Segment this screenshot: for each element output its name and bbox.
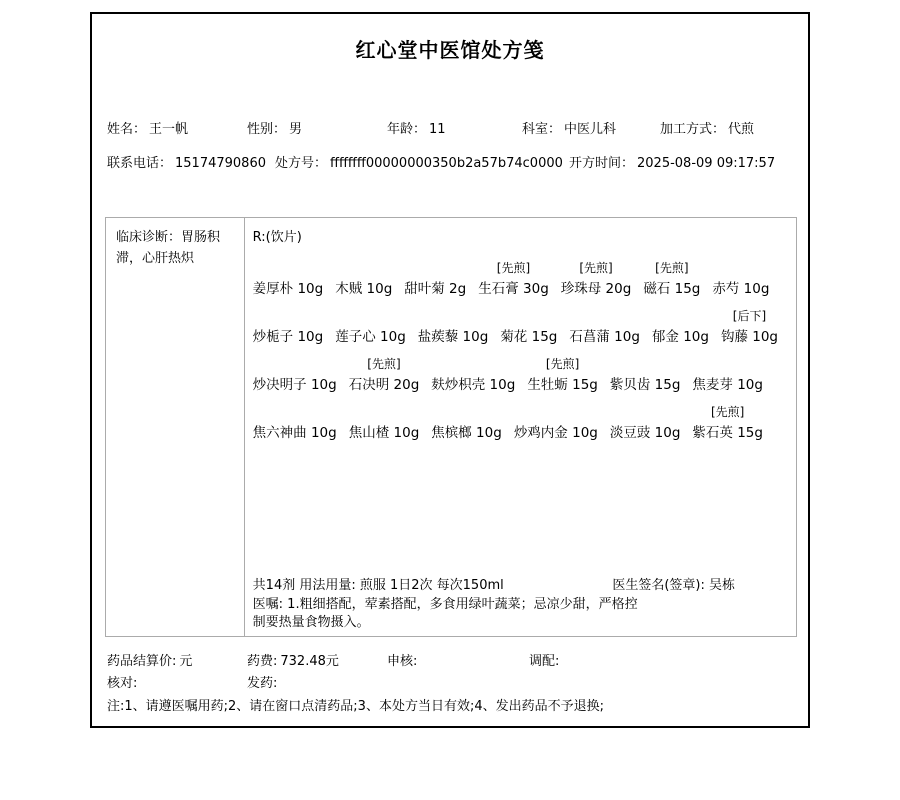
herb-name-dose: 莲子心 10g [335, 329, 406, 345]
prescription-time-field [569, 152, 775, 171]
herb-item [335, 258, 392, 306]
field-label: 调配: [529, 654, 560, 669]
prescription-box [105, 217, 797, 637]
herb-name-dose: 焦麦芽 10g [692, 377, 763, 393]
document-title: 红心堂中医馆处方笺 [355, 38, 545, 62]
herb-item [478, 258, 549, 306]
herb-name-dose: 炒栀子 10g [252, 329, 324, 345]
field-label: 科室： [522, 122, 562, 137]
dispense-field [247, 672, 280, 691]
field-label: 发药: [247, 676, 278, 691]
decoction-annotation [335, 306, 406, 327]
decoction-annotation: [先煎] [710, 405, 745, 419]
field-label: 申核: [387, 654, 418, 669]
herb-item [431, 354, 515, 402]
decoction-annotation [569, 306, 640, 327]
prescription-document [90, 12, 810, 728]
decoction-annotation: [先煎] [655, 261, 689, 275]
herb-item [561, 258, 632, 306]
herb-line [253, 306, 790, 354]
herb-name-dose: 炒鸡内金 10g [513, 425, 598, 441]
decoction-annotation [712, 258, 769, 279]
herb-item [253, 402, 337, 450]
decoction-annotation: [先煎] [545, 357, 580, 371]
herb-line [253, 354, 790, 402]
dosage-summary: 共14剂 用法用量: 煎服 1日2次 每次150ml [252, 578, 504, 593]
doctor-signature-label: 医生签名(签章): [612, 578, 705, 593]
medical-advice: 医嘱: 1.粗细搭配，荤素搭配，多食用绿叶蔬菜；忌凉少甜，严格控制要热量食物摄入。 [252, 597, 638, 630]
field-label: 性别： [247, 122, 287, 137]
decoction-annotation [253, 354, 337, 375]
decoction-annotation [418, 306, 489, 327]
field-value: 代煎 [728, 122, 755, 137]
herb-name-dose: 生石膏 30g [478, 281, 549, 297]
herb-name-dose: 木贼 10g [335, 281, 393, 297]
herb-item [404, 258, 466, 306]
decoction-annotation [431, 402, 502, 423]
doctor-name: 吴栋 [708, 578, 735, 593]
herb-name-dose: 炒决明子 10g [252, 377, 337, 393]
herb-item [253, 258, 324, 306]
herb-name-dose: 石决明 20g [348, 377, 420, 393]
herb-name-dose: 石菖蒲 10g [569, 329, 640, 345]
decoction-annotation [349, 402, 420, 423]
field-value: 11 [429, 122, 446, 137]
herb-item [610, 354, 681, 402]
decoction-annotation [514, 402, 598, 423]
medicine-fee-field [247, 650, 339, 669]
field-value: 15174790860 [175, 156, 266, 171]
herb-lines [253, 258, 790, 450]
patient-name-field [107, 118, 188, 137]
herb-item [652, 306, 709, 354]
diagnosis-label: 临床诊断： [116, 230, 182, 245]
patient-age-field [387, 118, 446, 137]
herb-name-dose: 焦六神曲 10g [252, 425, 337, 441]
herb-item [514, 402, 598, 450]
decoction-annotation: [先煎] [496, 261, 531, 275]
herb-name-dose: 赤芍 10g [712, 281, 770, 297]
herb-name-dose: 焦山楂 10g [348, 425, 420, 441]
field-label: 姓名： [107, 122, 147, 137]
review-field [387, 650, 420, 669]
field-value: ffffffff00000000350b2a57b74c0000 [330, 156, 563, 171]
footer-note: 注:1、请遵医嘱用药;2、请在窗口点清药品;3、本处方当日有效;4、发出药品不予退换; [107, 699, 604, 714]
processing-method-field [660, 118, 754, 137]
field-value: 中医儿科 [564, 122, 617, 137]
herb-name-dose: 钩藤 10g [720, 329, 778, 345]
field-label: 联系电话： [107, 156, 173, 171]
usage-row [253, 576, 790, 595]
department-field [522, 118, 616, 137]
settlement-price-field [107, 650, 192, 669]
herb-item [418, 306, 489, 354]
decoction-annotation [610, 354, 681, 375]
decoction-annotation [431, 354, 515, 375]
decoction-annotation: [先煎] [367, 357, 401, 371]
herb-item [500, 306, 557, 354]
decoction-annotation [253, 402, 337, 423]
field-label: 年龄： [387, 122, 427, 137]
herb-item [431, 402, 502, 450]
herb-item [643, 258, 700, 306]
herb-line [253, 402, 790, 450]
herb-name-dose: 磁石 15g [643, 281, 701, 297]
decoction-annotation [610, 402, 681, 423]
decoction-annotation [253, 306, 324, 327]
field-value: 元 [179, 654, 193, 669]
herb-item [692, 402, 763, 450]
decoction-annotation [335, 258, 392, 279]
herb-line [253, 258, 790, 306]
herb-item [253, 306, 324, 354]
herb-name-dose: 郁金 10g [651, 329, 709, 345]
clinical-diagnosis [106, 218, 245, 636]
field-value: 王一帆 [149, 122, 189, 137]
herb-name-dose: 紫贝齿 15g [609, 377, 681, 393]
herb-item [253, 354, 337, 402]
decoction-annotation: [后下] [732, 309, 767, 323]
decoction-annotation [500, 306, 557, 327]
herb-item [721, 306, 778, 354]
herb-item [569, 306, 640, 354]
herb-item [692, 354, 763, 402]
herb-item [349, 354, 420, 402]
field-label: 加工方式： [660, 122, 726, 137]
prescription-number-field [275, 152, 563, 171]
herb-name-dose: 盐蒺藜 10g [417, 329, 489, 345]
field-value: 男 [289, 122, 303, 137]
field-value: 2025-08-09 09:17:57 [637, 156, 776, 171]
herb-name-dose: 珍珠母 20g [560, 281, 632, 297]
rx-footer [253, 576, 790, 632]
herb-name-dose: 生牡蛎 15g [527, 377, 598, 393]
herb-item [610, 402, 681, 450]
decoction-annotation: [先煎] [579, 261, 613, 275]
diagnosis-value: 胃肠积滞，心肝热炽 [116, 230, 221, 266]
herb-name-dose: 麸炒枳壳 10g [431, 377, 516, 393]
herb-item [349, 402, 420, 450]
herb-name-dose: 菊花 15g [500, 329, 558, 345]
decoction-annotation [404, 258, 466, 279]
herb-name-dose: 甜叶菊 2g [404, 281, 467, 297]
decoction-annotation [692, 354, 763, 375]
check-field [107, 672, 140, 691]
field-label: 药品结算价: [107, 654, 177, 669]
field-label: 开方时间： [569, 156, 635, 171]
phone-field [107, 152, 266, 171]
herb-name-dose: 淡豆豉 10g [609, 425, 681, 441]
field-label: 核对: [107, 676, 138, 691]
patient-gender-field [247, 118, 302, 137]
rx-header: R:(饮片) [252, 230, 302, 245]
herb-item [712, 258, 769, 306]
field-label: 处方号： [275, 156, 328, 171]
herb-name-dose: 紫石英 15g [692, 425, 763, 441]
doctor-signature [612, 576, 735, 595]
rx-section [245, 218, 796, 636]
herb-name-dose: 姜厚朴 10g [252, 281, 324, 297]
decoction-annotation [253, 258, 324, 279]
dispense-prep-field [529, 650, 562, 669]
herb-name-dose: 焦槟榔 10g [431, 425, 502, 441]
decoction-annotation [652, 306, 709, 327]
herb-item [335, 306, 406, 354]
field-value: 732.48元 [280, 654, 339, 669]
herb-item [527, 354, 598, 402]
field-label: 药费: [247, 654, 278, 669]
